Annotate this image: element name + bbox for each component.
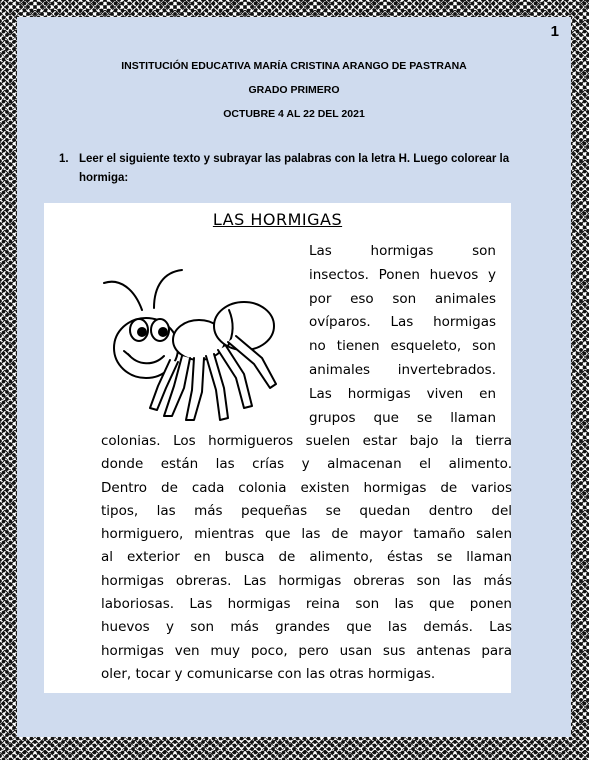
passage-line: no tienen esqueleto, son: [309, 338, 496, 355]
passage-line: ovíparos. Las hormigas: [309, 314, 496, 331]
passage-full-text: [101, 430, 512, 686]
passage-side-text: [309, 240, 496, 430]
passage-line: insectos. Ponen huevos y: [309, 266, 496, 283]
passage-line: huevos y son más grandes que las demás. Las: [101, 619, 512, 636]
grade-level: GRADO PRIMERO: [248, 84, 340, 96]
passage-line: hormiguero, mientras que las de mayor tamaño salen: [101, 526, 512, 543]
passage-line: colonias. Los hormigueros suelen estar bajo la tierra: [101, 433, 512, 449]
passage-line: animales invertebrados.: [309, 361, 496, 378]
passage-line: Las hormigas viven en: [309, 385, 496, 402]
date-range: OCTUBRE 4 AL 22 DEL 2021: [223, 108, 365, 120]
passage-line: por eso son animales: [309, 290, 496, 307]
instruction-text: Leer el siguiente texto y subrayar las palabras con la letra H. Luego colorear la hormiga:: [79, 153, 510, 184]
passage-line: al exterior en busca de alimento, éstas se llaman: [101, 549, 512, 566]
instruction-number: 1.: [59, 153, 69, 165]
passage-line: laboriosas. Las hormigas reina son las que ponen: [101, 596, 512, 613]
page-number: 1: [550, 23, 559, 40]
passage-line: Dentro de cada colonia existen hormigas de varios: [101, 479, 512, 496]
passage-line: oler, tocar y comunicarse con las otras hormigas.: [101, 665, 436, 682]
passage-line: Las hormigas son: [309, 243, 496, 259]
reading-passage: [44, 203, 511, 693]
instruction: [59, 150, 549, 188]
institution-name: INSTITUCIÓN EDUCATIVA MARÍA CRISTINA ARANGO DE PASTRANA: [121, 60, 467, 72]
worksheet-content: [17, 17, 571, 737]
passage-line: grupos que se llaman: [309, 409, 496, 426]
passage-line: tipos, las más pequeñas se quedan dentro del: [101, 502, 512, 519]
ant-illustration-icon: [94, 248, 294, 428]
reading-title: LAS HORMIGAS: [212, 210, 343, 229]
passage-line: donde están las crías y almacenan el alimento.: [101, 456, 512, 473]
passage-line: hormigas obreras. Las hormigas obreras son las más: [101, 572, 512, 589]
passage-line: hormigas ven muy poco, pero usan sus antenas para: [101, 642, 512, 659]
